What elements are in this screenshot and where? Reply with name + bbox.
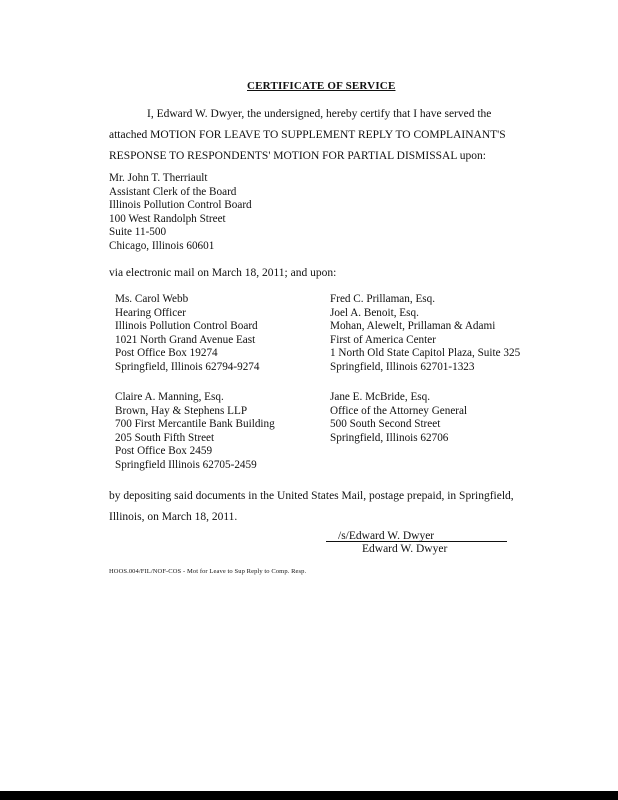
address-line: Office of the Attorney General xyxy=(330,404,468,417)
address-line: Post Office Box 2459 xyxy=(115,445,213,458)
address-line: Springfield, Illinois 62794-9274 xyxy=(115,360,260,373)
address-line: Hearing Officer xyxy=(115,306,186,319)
address-line: Claire A. Manning, Esq. xyxy=(115,391,224,403)
signer-printed-name: Edward W. Dwyer xyxy=(362,543,448,555)
address-line: 700 First Mercantile Bank Building xyxy=(115,418,275,431)
address-line: Suite 11-500 xyxy=(109,226,167,239)
address-line: Illinois Pollution Control Board xyxy=(115,320,258,333)
address-line: Post Office Box 19274 xyxy=(115,347,218,360)
address-line: 1021 North Grand Avenue East xyxy=(115,333,256,346)
address-line: 1 North Old State Capitol Plaza, Suite 325 xyxy=(330,347,521,360)
intro-line-3: RESPONSE TO RESPONDENTS' MOTION FOR PARTIAL DISMISSAL upon: xyxy=(109,150,487,162)
recipient-carol-webb xyxy=(115,293,260,375)
address-line: Mohan, Alewelt, Prillaman & Adami xyxy=(330,320,496,333)
address-line: Brown, Hay & Stephens LLP xyxy=(115,404,248,417)
address-line: Springfield Illinois 62705-2459 xyxy=(115,458,257,471)
closing-line-1: by depositing said documents in the United States Mail, postage prepaid, in Springfield, xyxy=(109,490,514,502)
closing-line-2: Illinois, on March 18, 2011. xyxy=(109,511,238,523)
intro-line-1: I, Edward W. Dwyer, the undersigned, hereby certify that I have served the xyxy=(147,108,492,120)
address-line: 100 West Randolph Street xyxy=(109,212,226,225)
via-line: via electronic mail on March 18, 2011; and upon: xyxy=(109,267,337,279)
recipient-jane-mcbride xyxy=(330,391,467,445)
address-line: 205 South Fifth Street xyxy=(115,431,215,444)
recipient-fred-prillaman xyxy=(330,293,520,375)
address-line: First of America Center xyxy=(330,333,436,346)
address-line: Fred C. Prillaman, Esq. xyxy=(330,293,436,305)
address-line: Assistant Clerk of the Board xyxy=(109,185,237,198)
recipient-claire-manning xyxy=(115,391,275,473)
primary-recipient-address xyxy=(109,172,252,254)
address-line: Chicago, Illinois 60601 xyxy=(109,239,215,252)
address-line: Mr. John T. Therriault xyxy=(109,172,208,184)
signature-line xyxy=(326,541,507,542)
address-line: Jane E. McBride, Esq. xyxy=(330,391,431,403)
address-line: 500 South Second Street xyxy=(330,418,441,431)
address-line: Illinois Pollution Control Board xyxy=(109,199,252,212)
scan-edge-bar xyxy=(0,791,618,800)
address-line: Springfield, Illinois 62706 xyxy=(330,431,449,444)
electronic-signature: /s/Edward W. Dwyer xyxy=(338,530,435,542)
address-line: Springfield, Illinois 62701-1323 xyxy=(330,360,475,373)
address-line: Ms. Carol Webb xyxy=(115,293,189,305)
intro-line-2: attached MOTION FOR LEAVE TO SUPPLEMENT REPLY TO COMPLAINANT'S xyxy=(109,129,506,141)
address-line: Joel A. Benoit, Esq. xyxy=(330,306,419,319)
document-footer-code: HOOS.004/FIL/NOF-COS - Mot for Leave to Sup Reply to Comp. Resp. xyxy=(109,568,307,575)
certificate-title: CERTIFICATE OF SERVICE xyxy=(247,80,396,92)
